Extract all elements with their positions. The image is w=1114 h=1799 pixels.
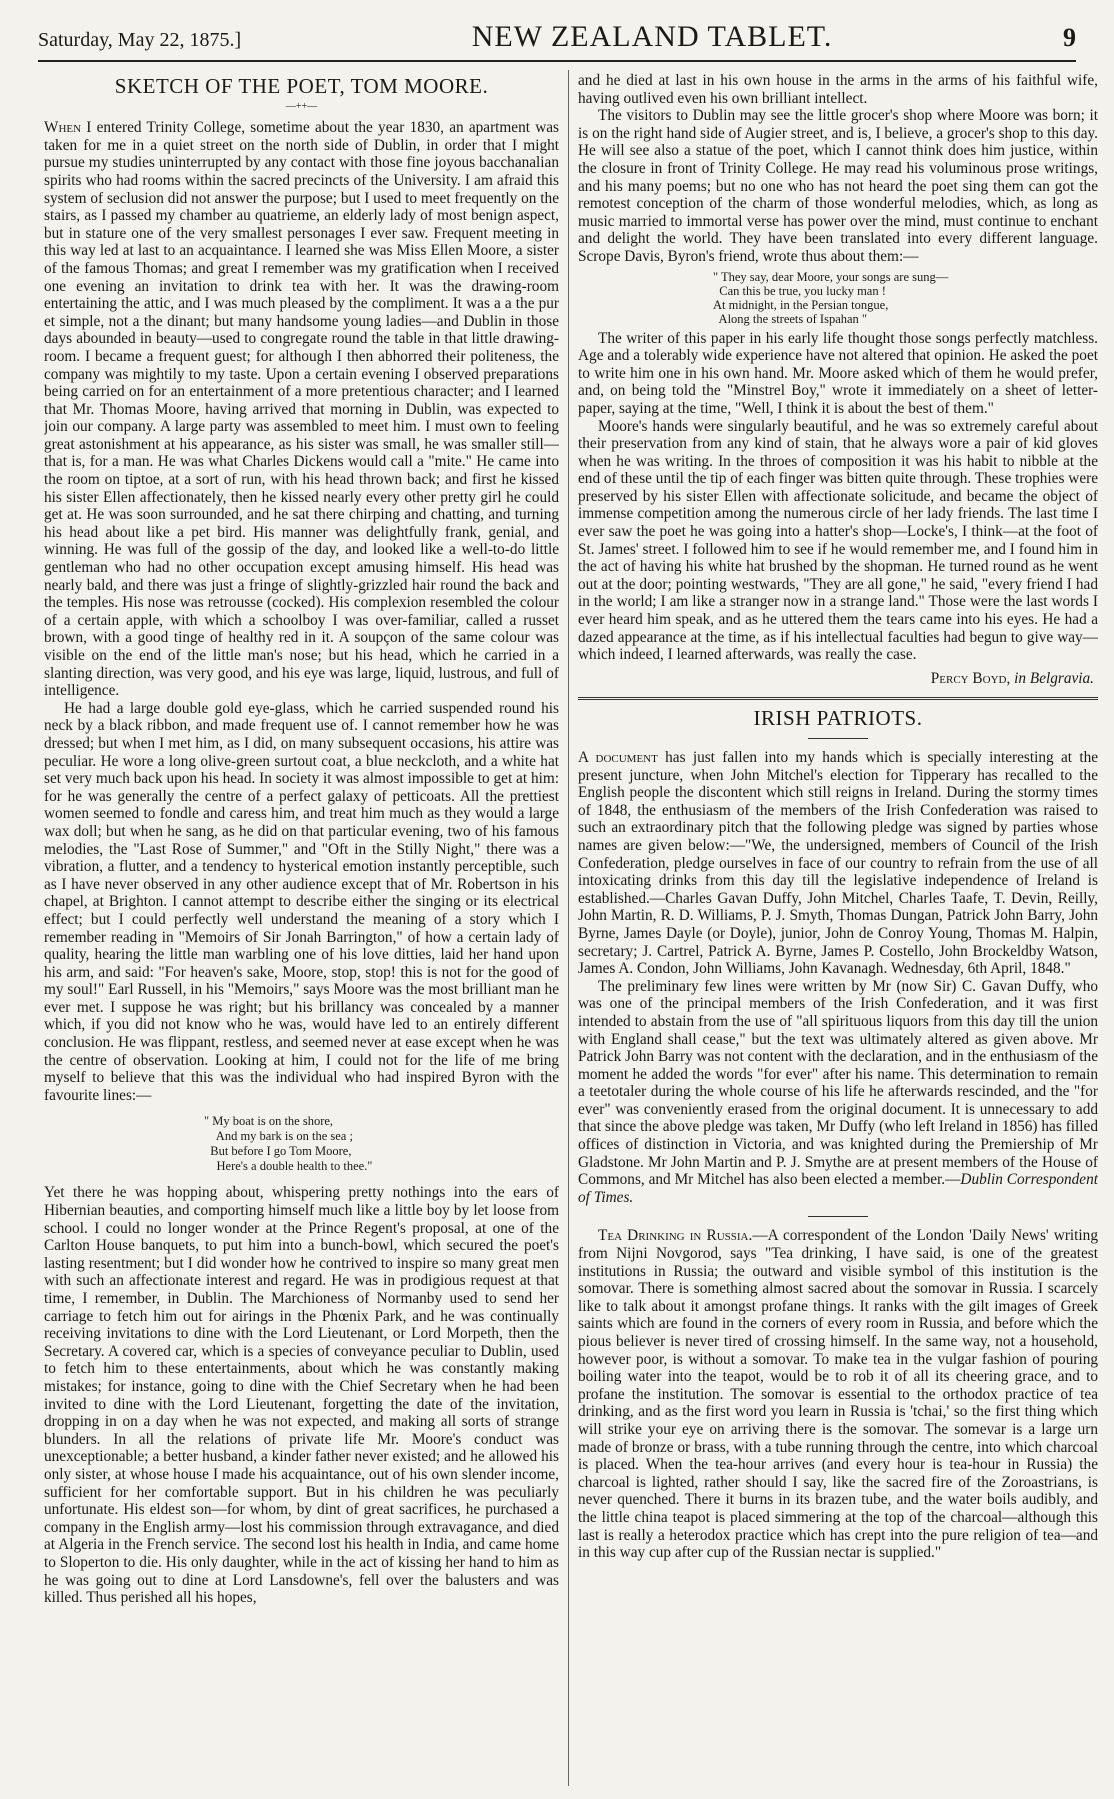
byron-verse (204, 1114, 559, 1174)
article-paragraph: Tea Drinking in Russia.—A correspondent of the London 'Daily News' writing from Nijni Novgorod, says "Tea drinking, I have said, is one of the greatest institutions in Russia; the outward and visible symbol of this institution is the somovar. There is something almost sacred about the somovar in Russia. I scarcely like to talk about it amongst profane things. It ranks with the gilt images of Greek saints which are found in the corners of every room in Russia, and before which the pious believer is never tired of crossing himself. In the same way, not a household, however poor, is without a somovar. To make tea in the vulgar fashion of pouring boiling water into the teapot, would be to rob it of all its cheering grace, and to profane the institution. The somovar is essential to the orthodox practice of tea drinking, and as the first word you learn in Russia is 'tchai,' so the first thing which will strike your eye on arriving there is the somovar. The somevar is a large urn made of bronze or brass, with a tube running through the centre, into which charcoal is placed. When the tea-hour arrives (and every hour is tea-hour in Russia) the charcoal is lighted, rather should I say, like the sacred fire of the Zoroastrians, is never quenched. There it burns in its brazen tube, and the water boils audibly, and the little china teapot is placed simmering at the top of the charcoal—although this last is really a heterodox practice which has crept into the pure religion of tea—and in this way cup after cup of the Russian nectar is supplied." (578, 1227, 1098, 1562)
lead-words: Tea Drinking in Russia. (598, 1227, 753, 1245)
section-divider (808, 1216, 868, 1217)
article-paragraph: He had a large double gold eye-glass, which he carried suspended round his neck by a black ribbon, and made frequent use of. I cannot remember how he was dressed; but when I met him, as I did, on many subsequent occasions, his attire was peculiar. He wore a long olive-green surtout coat, a blue neckcloth, and a white hat set very much back upon his head. In society it was almost impossible to get at him: for he was generally the centre of a perfect galaxy of petticoats. All the prettiest women seemed to fondle and caress him, and treat him much as they would a large wax doll; but when he sang, as he did on that particular evening, two of his famous melodies, the "Last Rose of Summer," and "Oft in the Stilly Night," there was a vibration, a flutter, and a tendency to hysterical emotion instantly perceptible, such as I have never observed in any other audience except that of Mr. Robertson in his chapel, at Brighton. I cannot attempt to describe either the singing or its electrical effect; but I could perfectly well understand the meaning of a story which I remember reading in "Memoirs of Sir Jonah Barrington," of how a certain lady of quality, hearing the little man warbling one of his love ditties, laid her hand upon his arm, and said: "For heaven's sake, Moore, stop, stop! this is not for the good of my soul!" Earl Russell, in his "Memoirs," says Moore was the most brilliant man he ever met. I suppose he was right; but his brillancy was concealed by a manner which, if you did not know who he was, would have led to an entirely different conclusion. He was flippant, restless, and seemed never at ease except when he was the centre of observation. Looking at him, I could not for the life of me bring myself to believe that this was the individual who had inspired Byron with the favourite lines:— (44, 699, 559, 1104)
title-ornament: —++— (285, 100, 318, 112)
article-paragraph: Yet there he was hopping about, whispering pretty nothings into the ears of Hibernian beauties, and comporting himself much like a little boy by let loose from school. I could no longer wonder at the Prince Regent's proposal, at one of the Carlton House banquets, to put him into a bunch-bowl, which secured the poet's lasting resentment; but I did wonder how he contrived to inspire so many great men with such an affectionate interest and regard. He was in prodigious request at that time, I remember, in Dublin. The Marchioness of Normanby used to send her carriage to fetch him out for airings in the Phœnix Park, and he was continually receiving invitations to dine with the Lord Lieutenant, or Lord Morpeth, then the Secretary. A covered car, which is a species of conveyance peculiar to Dublin, used to fetch him to these entertainments, about which he was constantly making mistakes; for instance, going to dine with the Chief Secretary when he had been invited to dine with the Lord Lieutenant, forgetting the date of the invitation, dropping in on a day when he was not expected, and making all sorts of strange blunders. In all the relations of private life Mr. Moore's conduct was unexceptionable; a better husband, a kinder father never existed; and he allowed his only sister, at whose house I made his acquaintance, out of his own slender income, sufficient for her comfortable support. But in his children he was peculiarly unfortunate. His eldest son—for whom, by dint of great sacrifices, he purchased a company in the English army—lost his commission through extravagance, and died at Algeria in the French service. The second lost his health in India, and came home to Sloperton to die. His only daughter, while in the act of kissing her hand to him as he was going out to dine at Lord Lansdowne's, fell over the balusters and was killed. Thus perished all his hopes, (44, 1184, 559, 1607)
article-paragraph: and he died at last in his own house in the arms in the arms of his faithful wife, having outlived even his own brilliant intellect. (578, 72, 1098, 107)
lead-word: A document (578, 749, 658, 766)
verse-line: " My boat is on the shore, (204, 1114, 334, 1129)
byline-author: Percy Boyd, (930, 669, 1011, 687)
verse-line: Along the streets of Ispahan " (713, 311, 868, 326)
page-number: 9 (1063, 23, 1076, 52)
issue-date: Saturday, May 22, 1875.] (38, 29, 242, 51)
byline-source: in Belgravia. (1014, 669, 1094, 687)
article-paragraph: The writer of this paper in his early life thought those songs perfectly matchless. Age and a tolerably wide experience have not altered that opinion. He asked the poet to write him one in his own hand. Mr. Moore asked which of them he would prefer, and, on being told the "Minstrel Boy," wrote it immediately on a sheet of letter-paper, saying at the time, "Well, I think it is about the best of them." (578, 329, 1098, 417)
article-paragraph: The preliminary few lines were written by Mr (now Sir) C. Gavan Duffy, who was one of the principal members of the Irish Confederation, and it was first intended to abstain from the use of "all spirituous liquors from this day till the union with England shall cease," but the text was ultimately altered as given above. Mr Patrick John Barry was not content with the declaration, and in the enthusiasm of the moment he added the words "for ever" after his name. This determination to remain a teetotaler during the whole course of his life he afterwards rescinded, and the "for ever" was conveniently erased from the original document. It is unnecessary to add that since the above pledge was taken, Mr Duffy (who left Ireland in 1856) has filled offices of distinction in Victoria, and was knighted during the Premiership of Mr Gladstone. Mr John Martin and P. J. Smythe are at present members of the House of Commons, and Mr Mitchel has also been elected a member.—Dublin Correspondent of Times. (578, 977, 1098, 1206)
lead-word: When (44, 119, 82, 137)
right-column (578, 72, 1098, 1784)
article-paragraph: The visitors to Dublin may see the little grocer's shop where Moore was born; it is on the right hand side of Augier street, and is, I believe, a grocer's shop to this day. He will see also a statue of the poet, which I cannot think does him justice, within the closure in front of Trinity College. He may read his voluminous prose writings, and his many poems; but no one who has not heard the poet sing them can got the remotest conception of the charm of those wonderful melodies, which, as long as music married to immortal verse has power over the mind, must continue to enchant and delight the world. They have been translated into every different language. Scrope Davis, Byron's friend, wrote thus about them:— (578, 107, 1098, 265)
title-rule (808, 738, 868, 739)
section-divider (578, 697, 1098, 700)
verse-line: " They say, dear Moore, your songs are sung— (713, 269, 949, 284)
verse-line: Can this be true, you lucky man ! (713, 283, 886, 298)
left-column (44, 72, 559, 1784)
article-title-irish-patriots: IRISH PATRIOTS. (753, 706, 923, 731)
davis-verse (713, 270, 1098, 326)
article-source: Dublin Correspondent of Times. (578, 1171, 1098, 1206)
article-paragraph: A document has just fallen into my hands which is specially interesting at the present juncture, when John Mitchel's election for Tipperary has recalled to the English people the discontent which still reigns in Ireland. During the stormy times of 1848, the enthusiasm of the members of the Irish Confederation was raised to such an extraordinary pitch that the following pledge was signed by parties whose names are given below:—"We, the undersigned, members of Council of the Irish Confederation, pledge ourselves in face of our country to refrain from the use of all intoxicating drinks from this day till the legislative independence of Ireland is established.—Charles Gavan Duffy, John Mitchel, Charles Taafe, T. Devin, Reilly, John Martin, R. D. Williams, P. J. Smyth, Thomas Dungan, Patrick John Barry, John Byrne, James Dayle (or Doyle), junior, John de Conroy Young, Thomas M. Halpin, secretary; J. Cartrel, Patrick A. Byrne, James P. Costello, John Brockeldby Watson, James A. Condon, John Williams, John Kavanagh. Wednesday, 6th April, 1848." (578, 749, 1098, 978)
masthead (38, 20, 1076, 62)
article-byline (578, 670, 1094, 688)
verse-line: At midnight, in the Persian tongue, (713, 297, 889, 312)
article-paragraph: Moore's hands were singularly beautiful, and he was so extremely careful about their preservation from any kind of stain, that he always wore a pair of kid gloves when he was writing. In the throes of composition it was his habit to nibble at the end of these until the tip of each finger was bitten quite through. These trophies were preserved by his sister Ellen with affectionate solicitude, and became the object of immense competition among the numerous circle of her lady friends. The last time I ever saw the poet he was going into a hatter's shop—Locke's, I think—at the foot of St. James' street. I followed him to see if he would remember me, and I found him in the act of having his white hat brushed by the shopman. He turned round as he went out at the door; pointing westwards, "They are all gone," he said, "every friend I had in the world; I am like a stranger now in a strange land." Those were the last words I ever heard him speak, and as he uttered them the tears came into his eyes. He had a dazed appearance at the time, as if his intellectual faculties had begun to give way—which indeed, I learned afterwards, was really the case. (578, 417, 1098, 664)
verse-line: And my bark is on the sea ; (204, 1129, 353, 1144)
verse-line: Here's a double health to thee." (204, 1159, 373, 1174)
article-title-tom-moore: SKETCH OF THE POET, TOM MOORE. (114, 74, 489, 98)
article-paragraph: When I entered Trinity College, sometime about the year 1830, an apartment was taken for me in a quiet street on the north side of Dublin, in order that I might pursue my studies uninterrupted by any contact with those fine joyous bacchanalian spirits who had rooms within the sacred precincts of the University. I am afraid this system of seclusion did not answer the purpose; but I used to meet frequently on the stairs, as I passed my chamber au quatrieme, an elderly lady of most benign aspect, but in stature one of the very smallest personages I ever saw. Frequent meeting in this way led at last to an acquaintance. I learned she was Miss Ellen Moore, a sister of the famous Thomas; and great I remember was my gratification when I received one evening an invitation to drink tea with her. It was the drawing-room entertaining the attic, and I was much pleased by the compliment. It was a a the pur et simple, not a the dinant; but many handsome young ladies—and Dublin in those days abounded in beauty—used to congregate round the table in that little drawing-room. I became a frequent guest; for although I then abhorred their politeness, the company was mightily to my taste. Upon a certain evening I observed preparations being carried on for an entertainment of a more pretentious character; and I learned that Mr. Thomas Moore, having arrived that morning in Dublin, was expected to join our company. A large party was assembled to meet him. I must own to feeling great astonishment at his appearance, as his sister was small, he was smaller still—that is, for a man. He was what Charles Dickens would call a "mite." He came into the room on tiptoe, at a sort of run, with his head thrown back; and first he kissed his sister Ellen affectionately, then he kissed nearly every other pretty girl he could get at. He was soon surrounded, and he sat there chirping and chatting, and turning his head about like a pet bird. His manner was delightfully frank, genial, and winning. He was full of the gossip of the day, and looked like a well-to-do little gentleman who had no other occupation except amusing himself. His head was nearly bald, and there was just a fringe of slightly-grizzled hair round the back and the temples. His nose was retrousse (cocked). His complexion resembled the colour of a certain apple, with which a schoolboy I was over-familiar, called a russet brown, with a good tinge of healthy red in it. A soupçon of the same colour was visible on the end of the little man's nose; but his head, which he carried in a slanting direction, was very good, and his eye was large, liquid, lustrous, and full of intelligence. (44, 119, 559, 700)
verse-line: But before I go Tom Moore, (204, 1144, 352, 1159)
column-divider (568, 70, 569, 1786)
newspaper-title: NEW ZEALAND TABLET. (471, 20, 833, 53)
